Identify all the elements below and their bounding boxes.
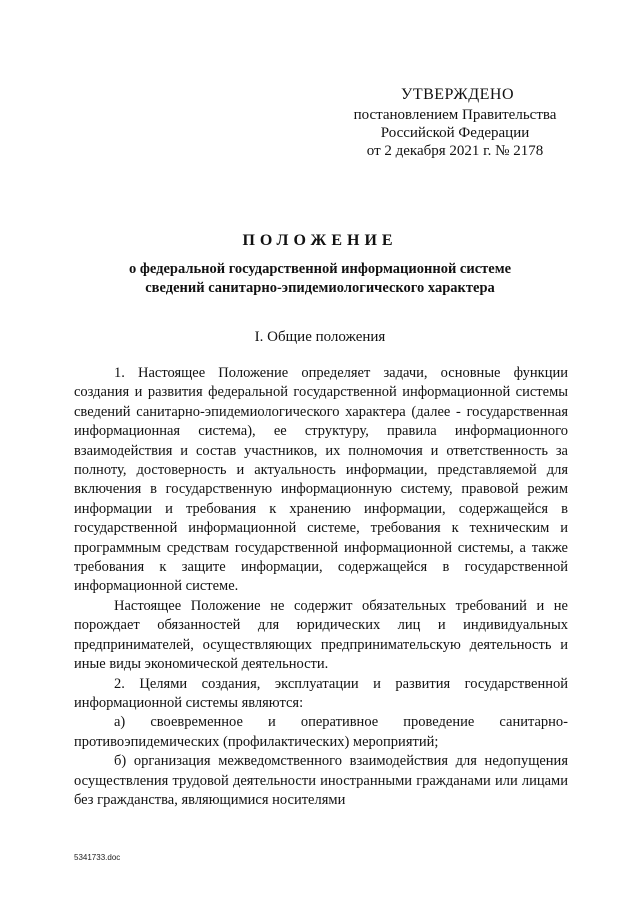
approval-heading: УТВЕРЖДЕНО [400, 86, 514, 103]
approval-line-3: от 2 декабря 2021 г. № 2178 [366, 143, 544, 159]
approval-line-1: постановлением Правительства [353, 107, 557, 123]
paragraph-2: Настоящее Положение не содержит обязательных требований и не порождает обязанностей для юридических лиц и индивидуальных предпринимателей, осуществляющих предпринимательскую деятельность и иные виды экономической деятельности. [74, 597, 568, 673]
footer-filename: 5341733.doc [74, 853, 121, 862]
paragraph-5: б) организация межведомственного взаимодействия для недопущения осуществления трудовой деятельности иностранными гражданами или лицами без гражданства, являющимися носителями [74, 753, 568, 808]
document-body [74, 364, 568, 810]
paragraph-3: 2. Целями создания, эксплуатации и развития государственной информационной системы являются: [74, 675, 568, 711]
document-subtitle: о федеральной государственной информационной системе сведений санитарно-эпидемиологического характера [128, 261, 512, 296]
approval-stamp [340, 86, 570, 160]
paragraph-4: а) своевременное и оперативное проведение санитарно-противоэпидемических (профилактических) мероприятий; [74, 714, 568, 750]
paragraph-1: 1. Настоящее Положение определяет задачи, основные функции создания и развития федеральной государственной информационной системы сведений санитарно-эпидемиологического характера (далее - государственная информационная система), ее структуру, правила информационного взаимодействия и состав участников, их полномочия и ответственность за полноту, достоверность и актуальность информации, представляемой для включения в государственную информационную систему, правовой режим информации и требования к хранению информации, содержащейся в государственной информационной системе, требования к техническим и программным средствам государственной информационной системы, а также требования к защите информации, содержащейся в государственной информационной системе. [74, 365, 568, 595]
document-title: ПОЛОЖЕНИЕ [242, 232, 398, 249]
approval-line-2: Российской Федерации [380, 125, 530, 141]
section-heading: I. Общие положения [254, 329, 386, 345]
